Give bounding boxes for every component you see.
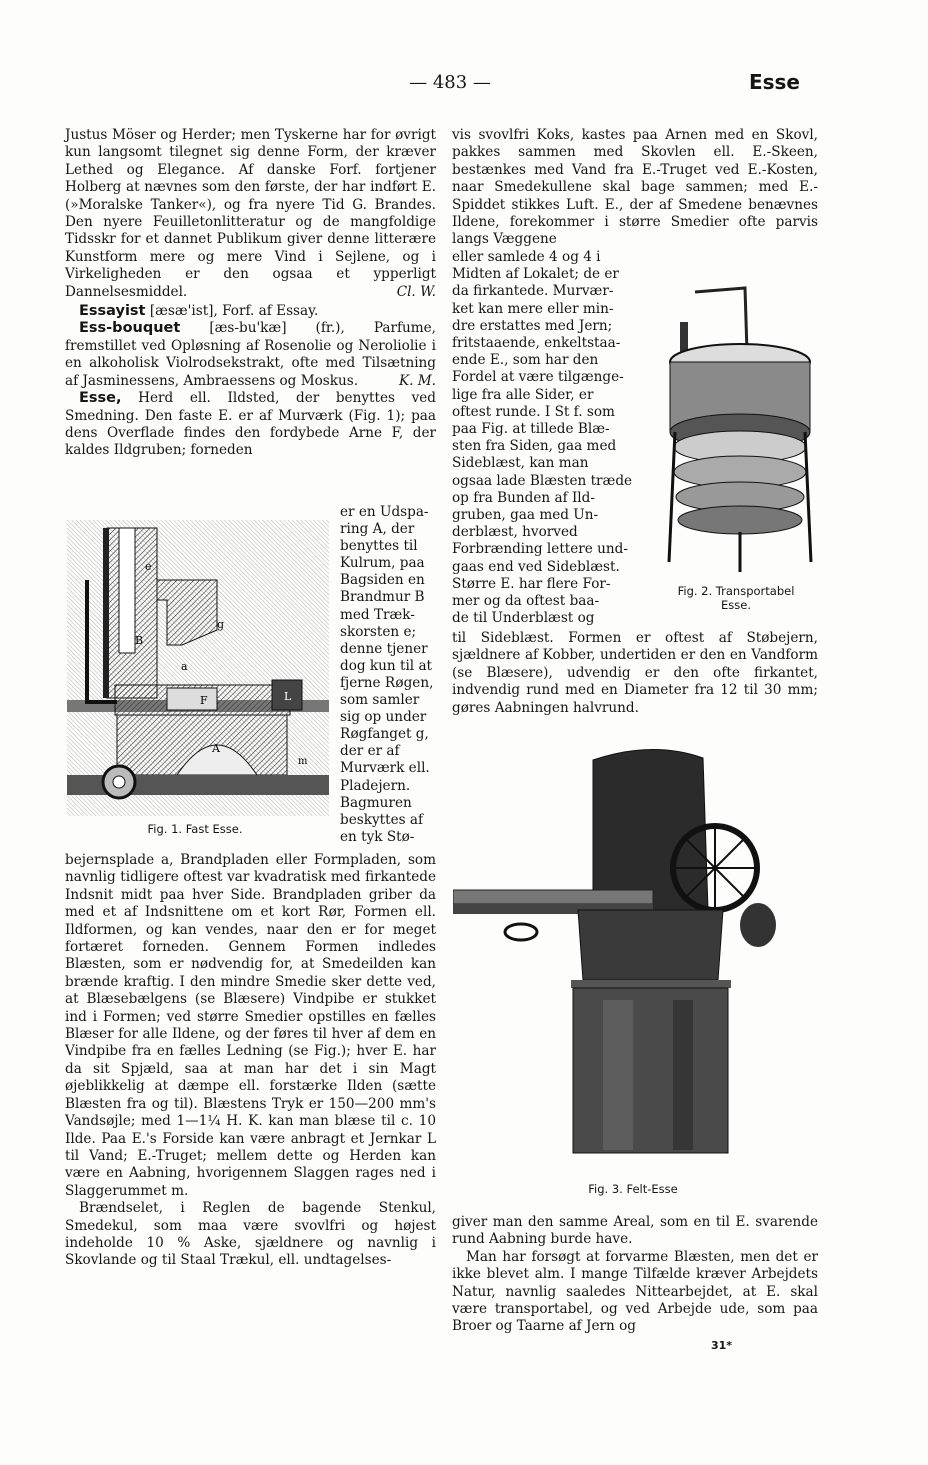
esse-paragraph-right: vis svovlfri Koks, kastes paa Arnen med en Skovl, pakkes sammen med Skovlen ell. E.-Skeen, bestænkes med Vand fra E.-Truget ved E.-Kosten, naar Smedekullene skal bage sammen; med E.-Spiddet stikkes Luft. E., der af Smedene benævnes Ildene, forekommer i større Smedier ofte parvis langs Væggene (452, 127, 818, 248)
figure-3-field-esse (453, 740, 813, 1170)
figure-label-B: B (135, 634, 144, 647)
entry-headword: Essayist (79, 303, 146, 320)
preheat-paragraph: Man har forsøgt at forvarme Blæsten, men det er ikke blevet alm. I mange Tilfælde kræver Arbejdets Natur, navnlig saaledes Nittearbejdet, at E. skal være transportabel, og ved Arbejde ude, som paa Broer og Taarne af Jern og (452, 1248, 818, 1335)
entry-headword: Ess-bouquet (79, 320, 181, 337)
figure-3-caption: Fig. 3. Felt-Esse (588, 1182, 678, 1196)
figure-2-caption: Fig. 2. Transportabel Esse. (677, 584, 795, 612)
right-column-top (452, 127, 818, 249)
left-column-bottom (65, 852, 436, 1270)
area-paragraph: giver man den samme Areal, som en til E. svarende rund Aabning burde have. (452, 1214, 818, 1248)
left-column-top (65, 127, 436, 460)
running-head-word: Esse (748, 70, 800, 94)
figure-1-fast-esse (67, 520, 329, 816)
right-column-narrow: eller samlede 4 og 4 i Midten af Lokalet; de er da firkantede. Murvær- ket kan mere eller min- dre erstattes med Jern; fritstaaende, enkeltstaa- ende E., som har den Fordel at være tilgænge- lige fra alle Sider, er oftest runde. I St f. som paa Fig. at tillede Blæ- sten fra Siden, gaa med Sideblæst, kan man ogsaa lade Blæsten træde op fra Bunden af Ild- gruben, gaa med Un- derblæst, hvorved Forbrænding lettere und- gaas end ved Sideblæst. Større E. har flere For- mer og da oftest baa- de til Underblæst og (452, 249, 633, 627)
figure-label-a: a (181, 660, 188, 673)
page-number: — 483 — (409, 72, 491, 93)
essay-paragraph: Justus Möser og Herder; men Tyskerne har for øvrigt kun langsomt tilegnet sig denne Form, der kræver Lethed og Elegance. Af danske Forf. fortjener Holberg at nævnes som den første, der har indført E. (»Moralske Tanker«), og fra nyere Tid G. Brandes. Den nyere Feuilletonlitteratur og de mangfoldige Tidsskr for et dannet Publikum giver denne litterære Kunstform mere og mere Vind i Sejlene, og i Virkeligheden er den ogsaa et ypperligt Dannelsesmiddel. Cl. W. (65, 127, 436, 300)
entry-esse: Esse, Herd ell. Ildsted, der benyttes ved Smedning. Den faste E. er af Murværk (Fig. 1); paa dens Overflade findes den fordybede Arne F, der kaldes Ildgruben; forneden (65, 390, 436, 459)
figure-2-transportable-esse (655, 282, 817, 577)
entry-ess-bouquet: Ess-bouquet [æs-bu'kæ] (fr.), Parfume, fremstillet ved Opløsning af Rosenolie og Neroliolie i en alkoholisk Violrodsekstrakt, ofte med Tilsætning af Jasminessens, Ambraessens og Moskus. K. M. (65, 320, 436, 389)
figure-label-g: g (217, 618, 225, 631)
entry-headword: Esse, (79, 390, 122, 407)
figure-label-F: F (200, 694, 208, 707)
figure-label-A: A (212, 742, 220, 755)
fuel-paragraph: Brændselet, i Reglen de bagende Stenkul, Smedekul, som maa være svovlfri og højest indeholde 10 % Aske, sjældnere og navnlig i Skovlande og til Staal Trækul, ell. undtagelses- (65, 1200, 436, 1269)
figure-label-e: e (145, 560, 152, 573)
left-column-narrow: er en Udspa- ring A, der benyttes til Kulrum, paa Bagsiden en Brandmur B med Træk- skorsten e; denne tjener dog kun til at fjerne Røgen, som samler sig op under Røgfanget g, der er af Murværk ell. Pladejern. Bagmuren beskyttes af en tyk Stø- (340, 504, 434, 845)
entry-essayist: Essayist [æsæ'ist], Forf. af Essay. (79, 303, 319, 320)
signature-mark: 31* (710, 1339, 732, 1352)
author-signature: Cl. W. (396, 283, 436, 300)
right-column-middle (452, 630, 818, 717)
figure-label-m: m (298, 756, 308, 767)
author-signature: K. M. (398, 372, 436, 389)
figure-label-L: L (284, 690, 292, 703)
figure-1-caption: Fig. 1. Fast Esse. (147, 822, 243, 836)
tuyere-paragraph: til Sideblæst. Formen er oftest af Støbejern, sjældnere af Kobber, undertiden er den en Vandform (se Blæsere), udvendig er den ofte firkantet, indvendig rund med en Diameter fra 12 til 30 mm; gøres Aabningen halvrund. (452, 630, 818, 716)
right-column-bottom (452, 1214, 818, 1336)
esse-paragraph-continued: bejernsplade a, Brandpladen eller Formpladen, som navnlig tidligere oftest var kvadratisk med firkantede Indsnit midt paa hver Side. Brandpladen griber da med et af Indsnittene om et kort Rør, Formen ell. Ildformen, og kan vendes, naar den er for meget fortæret forneden. Gennem Formen indledes Blæsten, som er nødvendig for, at Smedeilden kan brænde kraftig. I den mindre Smedie sker dette ved, at Blæsebælgens (se Blæsere) Vindpibe er stukket ind i Formen; ved større Smedier opstilles en fælles Blæser for alle Ildene, og der føres til hver af dem en Vindpibe fra en fælles Ledning (se Fig.); hver E. har da sit Spjæld, saa at man har det i sin Magt øjeblikkelig at dæmpe ell. forstærke Ilden (sætte Blæsten fra og til). Blæstens Tryk er 150—200 mm's Vandsøjle; med 1—1¼ H. K. kan man blæse til c. 10 Ilde. Paa E.'s Forside kan være anbragt et Jernkar L til Vand; E.-Truget; mellem dette og Herden kan være en Aabning, hvorigennem Slaggen rages ned i Slaggerummet m. (65, 852, 436, 1199)
